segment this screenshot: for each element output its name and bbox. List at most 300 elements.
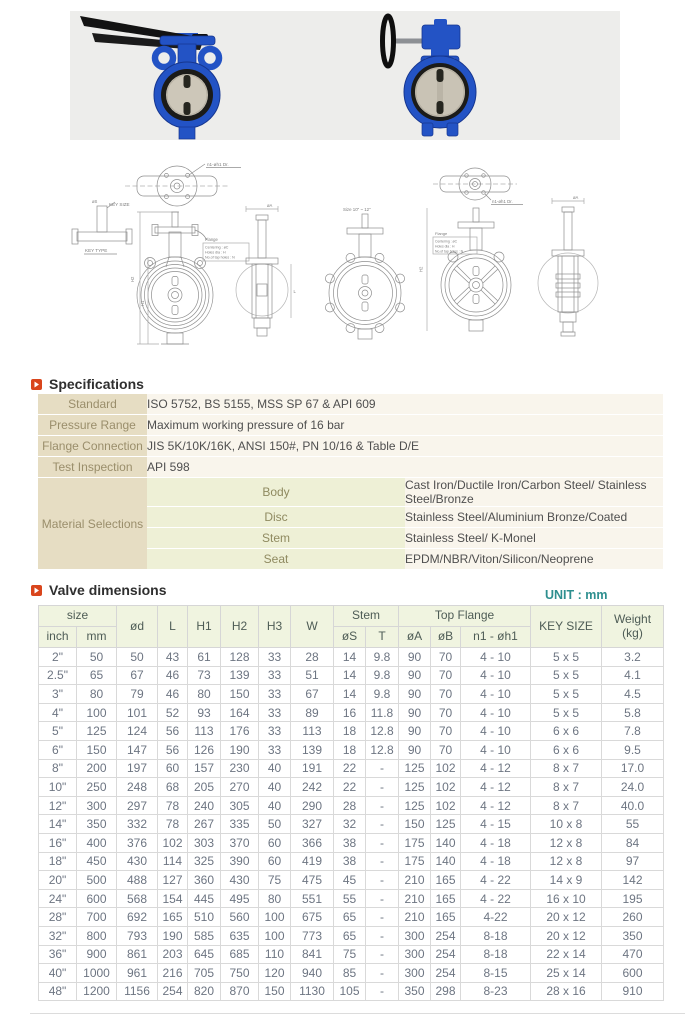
drawing-label-flange-1: Flange xyxy=(205,237,218,242)
cell: - xyxy=(366,982,399,1001)
cell: 125 xyxy=(77,722,117,741)
table-row xyxy=(39,964,664,983)
cell: 685 xyxy=(221,945,259,964)
cell: 24" xyxy=(39,889,77,908)
cell: 52 xyxy=(158,703,188,722)
cell: 165 xyxy=(431,871,461,890)
cell: 20 x 12 xyxy=(531,908,602,927)
cell: 46 xyxy=(158,685,188,704)
cell: 8 x 7 xyxy=(531,778,602,797)
cell: 390 xyxy=(221,852,259,871)
cell: 128 xyxy=(221,648,259,667)
cell: 25 x 14 xyxy=(531,964,602,983)
cell: 80 xyxy=(259,889,291,908)
cell: 127 xyxy=(158,871,188,890)
cell: 4 - 12 xyxy=(461,778,531,797)
cell: 100 xyxy=(259,908,291,927)
cell: 267 xyxy=(188,815,221,834)
cell: 250 xyxy=(77,778,117,797)
cell: 210 xyxy=(399,889,431,908)
cell: 157 xyxy=(188,759,221,778)
cell: 12.8 xyxy=(366,722,399,741)
cell: 110 xyxy=(259,945,291,964)
cell: 33 xyxy=(259,685,291,704)
cell: 4 - 10 xyxy=(461,648,531,667)
cell: 366 xyxy=(291,833,334,852)
col-header-weight-line2: (kg) xyxy=(622,625,643,640)
cell: 551 xyxy=(291,889,334,908)
cell: 36" xyxy=(39,945,77,964)
cell: 475 xyxy=(291,871,334,890)
cell: 4.5 xyxy=(602,685,664,704)
cell: 370 xyxy=(221,833,259,852)
cell: 1000 xyxy=(77,964,117,983)
table-row xyxy=(39,722,664,741)
cell: 18 xyxy=(334,740,366,759)
cell: 114 xyxy=(158,852,188,871)
cell: 910 xyxy=(602,982,664,1001)
drawing-label-oa-1: øA xyxy=(267,203,273,208)
cell: 450 xyxy=(77,852,117,871)
cell: 73 xyxy=(188,666,221,685)
cell: 300 xyxy=(399,926,431,945)
spec-row xyxy=(38,436,663,457)
cell: 8-15 xyxy=(461,964,531,983)
cell: 692 xyxy=(117,908,158,927)
cell: 80 xyxy=(77,685,117,704)
cell: 4 - 10 xyxy=(461,740,531,759)
cell: 635 xyxy=(221,926,259,945)
table-row xyxy=(39,648,664,667)
cell: 139 xyxy=(221,666,259,685)
cell: 84 xyxy=(602,833,664,852)
cell: 12 x 8 xyxy=(531,833,602,852)
cell: - xyxy=(366,926,399,945)
cell: 165 xyxy=(158,908,188,927)
table-row xyxy=(39,759,664,778)
cell: 126 xyxy=(188,740,221,759)
cell: 297 xyxy=(117,796,158,815)
table-row xyxy=(39,852,664,871)
cell: 4-22 xyxy=(461,908,531,927)
cell: 4 - 15 xyxy=(461,815,531,834)
unit-label: UNIT : mm xyxy=(545,588,608,602)
cell: 50 xyxy=(259,815,291,834)
page-divider xyxy=(30,1013,685,1014)
cell: 500 xyxy=(77,871,117,890)
cell: 65 xyxy=(334,908,366,927)
cell: 861 xyxy=(117,945,158,964)
cell: 175 xyxy=(399,852,431,871)
spec-material-row xyxy=(38,478,663,507)
cell: 2.5" xyxy=(39,666,77,685)
cell: - xyxy=(366,852,399,871)
cell: 248 xyxy=(117,778,158,797)
cell: 18 xyxy=(334,722,366,741)
cell: 28 xyxy=(334,796,366,815)
cell: 303 xyxy=(188,833,221,852)
spec-row xyxy=(38,415,663,436)
col-header-top-flange: Top Flange xyxy=(399,606,531,627)
cell: 28 xyxy=(291,648,334,667)
col-header-w: W xyxy=(291,606,334,648)
spec-table xyxy=(38,394,663,570)
cell: 7.8 xyxy=(602,722,664,741)
cell: 4 - 18 xyxy=(461,852,531,871)
cell: 100 xyxy=(259,926,291,945)
cell: 45 xyxy=(334,871,366,890)
drawing-label-h2-2: H2 xyxy=(418,266,424,272)
cell: 4" xyxy=(39,703,77,722)
drawing-top-view-1 xyxy=(125,164,241,206)
section-bullet-icon xyxy=(31,585,42,596)
cell: 70 xyxy=(431,685,461,704)
cell: 841 xyxy=(291,945,334,964)
cell: 102 xyxy=(431,759,461,778)
cell: 4.1 xyxy=(602,666,664,685)
cell: 200 xyxy=(77,759,117,778)
cell: 14" xyxy=(39,815,77,834)
drawing-label-h1: H1 xyxy=(140,300,145,306)
cell: 75 xyxy=(334,945,366,964)
cell: 125 xyxy=(399,778,431,797)
col-header-key-size: KEY SIZE xyxy=(531,606,602,648)
cell: 17.0 xyxy=(602,759,664,778)
drawing-label-size-range: Size 10" ~ 12" xyxy=(343,207,371,212)
cell: 1200 xyxy=(77,982,117,1001)
cell: 20 x 12 xyxy=(531,926,602,945)
cell: 101 xyxy=(117,703,158,722)
cell: 56 xyxy=(158,722,188,741)
cell: 102 xyxy=(431,796,461,815)
cell: 40 xyxy=(259,759,291,778)
cell: 5.8 xyxy=(602,703,664,722)
table-row xyxy=(39,685,664,704)
cell: 75 xyxy=(259,871,291,890)
cell: 191 xyxy=(291,759,334,778)
cell: 46 xyxy=(158,666,188,685)
cell: 5 x 5 xyxy=(531,648,602,667)
cell: 120 xyxy=(259,964,291,983)
cell: 33 xyxy=(259,740,291,759)
cell: 9.8 xyxy=(366,685,399,704)
cell: 12" xyxy=(39,796,77,815)
drawing-front-view-1 xyxy=(137,212,249,344)
cell: 22 x 14 xyxy=(531,945,602,964)
cell: 350 xyxy=(602,926,664,945)
cell: 102 xyxy=(431,778,461,797)
cell: - xyxy=(366,889,399,908)
cell: 67 xyxy=(291,685,334,704)
cell: 195 xyxy=(602,889,664,908)
cell: 50 xyxy=(117,648,158,667)
spec-material-label: Material Selections xyxy=(38,478,147,570)
cell: 79 xyxy=(117,685,158,704)
spec-material-sublabel: Body xyxy=(147,478,405,507)
cell: 175 xyxy=(399,833,431,852)
drawing-label-l: L xyxy=(293,289,296,294)
cell: 140 xyxy=(431,833,461,852)
cell: 12 x 8 xyxy=(531,852,602,871)
col-header-inch: inch xyxy=(39,627,77,648)
cell: 8-18 xyxy=(461,926,531,945)
cell: 5 x 5 xyxy=(531,703,602,722)
cell: 176 xyxy=(221,722,259,741)
cell: - xyxy=(366,759,399,778)
cell: 14 xyxy=(334,666,366,685)
cell: 55 xyxy=(602,815,664,834)
cell: 18" xyxy=(39,852,77,871)
col-header-od: ød xyxy=(117,606,158,648)
cell: 90 xyxy=(399,648,431,667)
cell: 327 xyxy=(291,815,334,834)
cell: 376 xyxy=(117,833,158,852)
cell: 55 xyxy=(334,889,366,908)
spec-material-value: Stainless Steel/ K-Monel xyxy=(405,528,663,549)
cell: 14 xyxy=(334,685,366,704)
drawing-note-1c: No.of tap holes : N xyxy=(205,255,235,260)
col-header-n1-oh1: n1 - øh1 xyxy=(461,627,531,648)
spec-material-value: Cast Iron/Ductile Iron/Carbon Steel/ Stainless Steel/Bronze xyxy=(405,478,663,507)
drawing-section-view-1 xyxy=(236,206,291,336)
cell: 8" xyxy=(39,759,77,778)
gear-valve-photo xyxy=(383,16,477,136)
cell: 16 xyxy=(334,703,366,722)
cell: 6" xyxy=(39,740,77,759)
cell: 419 xyxy=(291,852,334,871)
cell: 124 xyxy=(117,722,158,741)
cell: 38 xyxy=(334,852,366,871)
cell: 8 x 7 xyxy=(531,796,602,815)
cell: 750 xyxy=(221,964,259,983)
col-header-t: T xyxy=(366,627,399,648)
col-header-oa: øA xyxy=(399,627,431,648)
cell: 800 xyxy=(77,926,117,945)
spec-section-heading xyxy=(31,376,144,392)
table-row xyxy=(39,703,664,722)
cell: 4 - 12 xyxy=(461,796,531,815)
dim-section-heading xyxy=(31,582,167,598)
cell: 4 - 10 xyxy=(461,703,531,722)
section-bullet-icon xyxy=(31,379,42,390)
cell: 150 xyxy=(221,685,259,704)
cell: 350 xyxy=(399,982,431,1001)
table-row xyxy=(39,796,664,815)
spec-row-value: Maximum working pressure of 16 bar xyxy=(147,415,663,436)
cell: 4 - 10 xyxy=(461,722,531,741)
cell: 70 xyxy=(431,722,461,741)
cell: 16" xyxy=(39,833,77,852)
drawing-note-1a: Centering : øC xyxy=(205,245,229,250)
cell: 40 xyxy=(259,796,291,815)
spec-row-label: Flange Connection xyxy=(38,436,147,457)
section-title-specifications: Specifications xyxy=(49,376,144,392)
cell: 16 x 10 xyxy=(531,889,602,908)
cell: 495 xyxy=(221,889,259,908)
cell: 102 xyxy=(158,833,188,852)
cell: 197 xyxy=(117,759,158,778)
cell: 90 xyxy=(399,722,431,741)
cell: 142 xyxy=(602,871,664,890)
spec-material-value: EPDM/NBR/Viton/Silicon/Neoprene xyxy=(405,549,663,570)
cell: 40" xyxy=(39,964,77,983)
table-row xyxy=(39,740,664,759)
cell: 510 xyxy=(188,908,221,927)
technical-drawings-panel xyxy=(55,150,685,360)
cell: 190 xyxy=(221,740,259,759)
cell: 33 xyxy=(259,648,291,667)
cell: 205 xyxy=(188,778,221,797)
cell: 335 xyxy=(221,815,259,834)
cell: 2" xyxy=(39,648,77,667)
drawing-key-view xyxy=(72,202,132,254)
col-header-size: size xyxy=(39,606,117,627)
cell: 4 - 22 xyxy=(461,871,531,890)
cell: 585 xyxy=(188,926,221,945)
cell: 165 xyxy=(431,889,461,908)
cell: - xyxy=(366,908,399,927)
cell: 290 xyxy=(291,796,334,815)
cell: 675 xyxy=(291,908,334,927)
drawing-label-holes-2: n1-øh1 Dr. xyxy=(492,199,513,204)
cell: 70 xyxy=(431,740,461,759)
cell: 33 xyxy=(259,722,291,741)
cell: 80 xyxy=(188,685,221,704)
cell: 5" xyxy=(39,722,77,741)
cell: 60 xyxy=(158,759,188,778)
cell: 125 xyxy=(399,759,431,778)
cell: 9.8 xyxy=(366,648,399,667)
col-header-h1: H1 xyxy=(188,606,221,648)
cell: 216 xyxy=(158,964,188,983)
cell: 568 xyxy=(117,889,158,908)
cell: 5 x 5 xyxy=(531,685,602,704)
cell: 470 xyxy=(602,945,664,964)
cell: 254 xyxy=(431,964,461,983)
product-photo-panel xyxy=(70,11,620,140)
cell: 820 xyxy=(188,982,221,1001)
cell: 325 xyxy=(188,852,221,871)
cell: 61 xyxy=(188,648,221,667)
cell: 32" xyxy=(39,926,77,945)
table-row xyxy=(39,982,664,1001)
col-header-stem: Stem xyxy=(334,606,399,627)
cell: 28" xyxy=(39,908,77,927)
cell: 6 x 6 xyxy=(531,740,602,759)
cell: 147 xyxy=(117,740,158,759)
cell: 22 xyxy=(334,778,366,797)
cell: 4 - 10 xyxy=(461,666,531,685)
cell: 28 x 16 xyxy=(531,982,602,1001)
drawing-label-oa-2: øA xyxy=(573,195,579,200)
drawing-label-h2-1: H2 xyxy=(130,276,135,282)
cell: 150 xyxy=(77,740,117,759)
table-row xyxy=(39,945,664,964)
lever-valve-photo xyxy=(80,16,220,139)
product-photos xyxy=(70,11,620,140)
cell: 12.8 xyxy=(366,740,399,759)
drawing-lines xyxy=(72,164,598,344)
section-title-valve-dimensions: Valve dimensions xyxy=(49,582,167,598)
spec-material-sublabel: Seat xyxy=(147,549,405,570)
cell: 298 xyxy=(431,982,461,1001)
cell: 4 - 12 xyxy=(461,759,531,778)
drawing-label-os: øS xyxy=(92,199,98,204)
drawing-label-key-size: KEY SIZE xyxy=(109,202,130,207)
cell: 164 xyxy=(221,703,259,722)
cell: 70 xyxy=(431,648,461,667)
cell: 60 xyxy=(259,833,291,852)
cell: 190 xyxy=(158,926,188,945)
spec-row-label: Test Inspection xyxy=(38,457,147,478)
cell: 4 - 22 xyxy=(461,889,531,908)
cell: 360 xyxy=(188,871,221,890)
table-row xyxy=(39,926,664,945)
cell: 90 xyxy=(399,740,431,759)
cell: 3" xyxy=(39,685,77,704)
cell: 140 xyxy=(431,852,461,871)
cell: 300 xyxy=(77,796,117,815)
spec-material-sublabel: Disc xyxy=(147,507,405,528)
drawing-section-view-2 xyxy=(538,198,598,336)
cell: 43 xyxy=(158,648,188,667)
cell: 773 xyxy=(291,926,334,945)
cell: 20" xyxy=(39,871,77,890)
cell: 32 xyxy=(334,815,366,834)
cell: 940 xyxy=(291,964,334,983)
cell: 9.5 xyxy=(602,740,664,759)
cell: 65 xyxy=(334,926,366,945)
col-header-weight xyxy=(602,606,664,648)
cell: 125 xyxy=(431,815,461,834)
cell: 139 xyxy=(291,740,334,759)
cell: 705 xyxy=(188,964,221,983)
cell: - xyxy=(366,871,399,890)
cell: 48" xyxy=(39,982,77,1001)
spec-row-value: JIS 5K/10K/16K, ANSI 150#, PN 10/16 & Table D/E xyxy=(147,436,663,457)
spec-material-sublabel: Stem xyxy=(147,528,405,549)
cell: 230 xyxy=(221,759,259,778)
col-header-l: L xyxy=(158,606,188,648)
cell: 488 xyxy=(117,871,158,890)
cell: 22 xyxy=(334,759,366,778)
cell: 68 xyxy=(158,778,188,797)
cell: 560 xyxy=(221,908,259,927)
cell: 254 xyxy=(431,945,461,964)
cell: 332 xyxy=(117,815,158,834)
cell: 870 xyxy=(221,982,259,1001)
cell: 51 xyxy=(291,666,334,685)
cell: - xyxy=(366,945,399,964)
spec-row-value: ISO 5752, BS 5155, MSS SP 67 & API 609 xyxy=(147,394,663,415)
cell: 600 xyxy=(602,964,664,983)
cell: 961 xyxy=(117,964,158,983)
cell: 85 xyxy=(334,964,366,983)
cell: 97 xyxy=(602,852,664,871)
cell: 56 xyxy=(158,740,188,759)
cell: 40 xyxy=(259,778,291,797)
cell: 113 xyxy=(188,722,221,741)
cell: 78 xyxy=(158,796,188,815)
col-header-ob: øB xyxy=(431,627,461,648)
cell: 65 xyxy=(77,666,117,685)
cell: 78 xyxy=(158,815,188,834)
cell: 6 x 6 xyxy=(531,722,602,741)
cell: 254 xyxy=(431,926,461,945)
cell: 90 xyxy=(399,685,431,704)
cell: 350 xyxy=(77,815,117,834)
cell: 210 xyxy=(399,908,431,927)
